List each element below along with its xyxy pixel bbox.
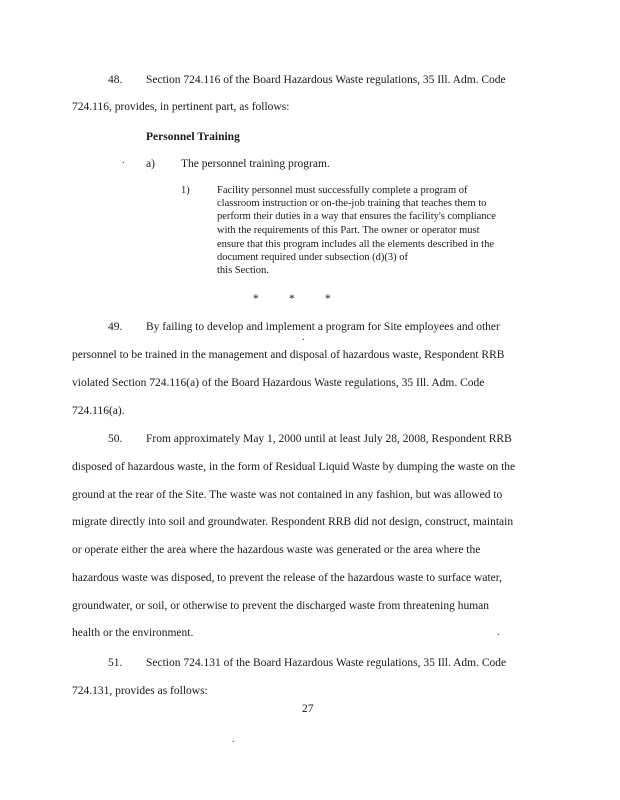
para51-number: 51. <box>108 657 123 669</box>
ellipsis-star: * <box>289 293 295 305</box>
scan-speck: . <box>302 332 305 343</box>
item-1-line: with the requirements of this Part. The owner or operator must <box>217 225 480 236</box>
para49-line: By failing to develop and implement a program for Site employees and other <box>146 321 500 333</box>
scan-speck: . <box>122 155 125 166</box>
page-number: 27 <box>302 703 314 715</box>
para48-line: Section 724.116 of the Board Hazardous Waste regulations, 35 Ill. Adm. Code <box>146 74 506 86</box>
para50-number: 50. <box>108 433 123 445</box>
para50-line: From approximately May 1, 2000 until at least July 28, 2008, Respondent RRB <box>146 433 512 445</box>
quote-heading: Personnel Training <box>146 131 240 143</box>
item-a-text: The personnel training program. <box>181 158 330 170</box>
para49-number: 49. <box>108 321 123 333</box>
para48-number: 48. <box>108 74 123 86</box>
para51-line: Section 724.131 of the Board Hazardous Waste regulations, 35 Ill. Adm. Code <box>146 657 507 669</box>
ellipsis-star: * <box>325 293 331 305</box>
item-1-line: ensure that this program includes all the elements described in the <box>217 239 494 250</box>
scan-speck: . <box>497 627 500 638</box>
item-a-label: a) <box>146 158 155 170</box>
item-1-line: this Section. <box>217 265 269 276</box>
para50-line: hazardous waste was disposed, to prevent the release of the hazardous waste to surface water, <box>72 572 502 584</box>
ellipsis-star: * <box>253 293 259 305</box>
para51-line: 724.131, provides as follows: <box>72 685 208 697</box>
para49-line: 724.116(a). <box>72 405 125 417</box>
para50-line: groundwater, or soil, or otherwise to prevent the discharged waste from threatening human <box>72 600 490 612</box>
para50-line: migrate directly into soil and groundwater. Respondent RRB did not design, construct, maintain <box>72 516 514 528</box>
item-1-line: classroom instruction or on-the-job training that teaches them to <box>217 198 487 209</box>
para50-line: health or the environment. <box>72 627 194 639</box>
para48-line: 724.116, provides, in pertinent part, as follows: <box>72 101 290 113</box>
item-1-label: 1) <box>181 185 190 196</box>
para50-line: ground at the rear of the Site. The waste was not contained in any fashion, but was allowed to <box>72 489 503 501</box>
para49-line: violated Section 724.116(a) of the Board Hazardous Waste regulations, 35 Ill. Adm. Code <box>72 377 485 389</box>
item-1-line: Facility personnel must successfully complete a program of <box>217 185 468 196</box>
para49-line: personnel to be trained in the management and disposal of hazardous waste, Respondent RRB <box>72 349 505 361</box>
item-1-line: document required under subsection (d)(3) of <box>217 252 408 263</box>
para50-line: disposed of hazardous waste, in the form of Residual Liquid Waste by dumping the waste on the <box>72 461 516 473</box>
item-1-line: perform their duties in a way that ensures the facility's compliance <box>217 211 496 222</box>
para50-line: or operate either the area where the hazardous waste was generated or the area where the <box>72 544 481 556</box>
scan-speck: . <box>232 734 235 745</box>
